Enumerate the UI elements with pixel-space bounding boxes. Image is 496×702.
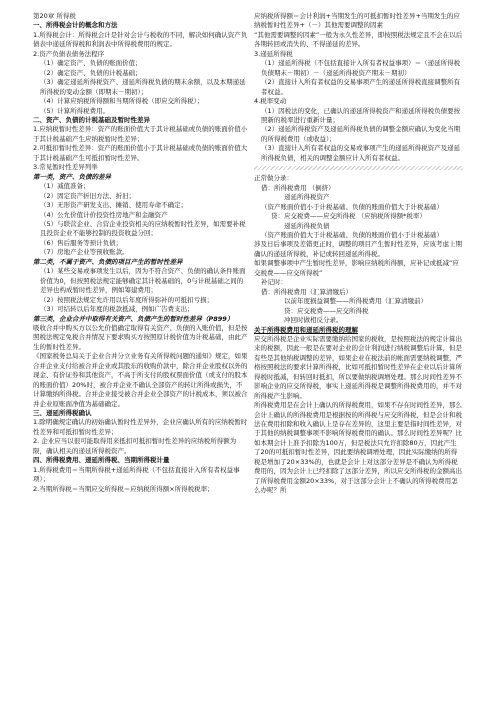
section-heading: 四、所得税费用、递延所得税、当期所得税计量 bbox=[33, 456, 170, 465]
paragraph: 1.除明确规定确认的初始确认暂时性差异外，企业应确认所有的应纳税暂时性差异和可抵扣暂时性差异； bbox=[33, 418, 248, 436]
paragraph: （资产账面价值小于计税基础、负债的账面价值大于计税基础） bbox=[261, 202, 443, 211]
paragraph: 如果调整事项中产生暂时性差异，影响应纳税所得额，应补记或抵减“应交税费——应交所得税” bbox=[254, 259, 459, 277]
paragraph: （1）确定资产、负债的账面价值； bbox=[40, 59, 142, 68]
paragraph: 4.税率变动 bbox=[254, 97, 287, 106]
paragraph: （2）固定资产折旧方法、折旧； bbox=[40, 191, 136, 200]
paragraph: （6）售后服务等预计负债； bbox=[40, 238, 123, 247]
paragraph: 贷：应交税费——应交所得税 bbox=[284, 306, 369, 315]
paragraph: “其他需要调整的因素”一般为永久性差异，即按照税法规定且不会在以后各期转回或消失的、不得递延的差异。 bbox=[254, 30, 463, 49]
paragraph: （2）按照税法规定允许用以后年度所得弥补的可抵扣亏损； bbox=[40, 295, 214, 304]
paragraph: 借：所得税费用（汇算清缴后） bbox=[261, 287, 352, 296]
paragraph: （3）直接计入所有者权益的交易或事项产生的递延所得税资产及递延所得税负债，相关的调整金额应计入所有者权益。 bbox=[261, 144, 461, 162]
left-column bbox=[33, 12, 248, 494]
section-heading: 关于所得税费用和递延所得税的理解 bbox=[254, 325, 358, 334]
paragraph: 1.所得税会计：所得税会计是针对会计与税收的不同，解决如何确认资产负债表中递延所得税和利润表中所得税费用的规定。 bbox=[33, 30, 248, 49]
paragraph: （资产账面价值大于计税基础、负债的账面价值小于计税基础） bbox=[261, 230, 443, 239]
paragraph: 借：所得税费用 （倒挤） bbox=[261, 183, 335, 192]
paragraph: 应交所得税是企业实际需要缴纳给国家的税收，是按照税法的规定计算出来的税额，因此一般是在要对企业的会计利润进行纳税调整后计算，但是有些是其他纳税调整的差异，如果企业在税法前的帐面需要纳税调整，严格按照税法的要求计算所得税，比如可抵扣暂时性差异在企业以后计算所得税时抵减，但转回时抵扣，所以要做纳税调增处理。那么时间性差异不影响企业的应交所得税，事实上递延所得税是调整所得税费用的，并不对所得税产生影响。 bbox=[254, 334, 462, 400]
paragraph: （1）减值准备； bbox=[40, 182, 90, 191]
paragraph: （3）可结转以后年度的税款抵减，例如广告费支出； bbox=[40, 305, 194, 314]
paragraph: （1）递延所得税（不包括直接计入所有者权益事项）＝（递延所得税负债期末－期初）－（递延所得税资产期末－期初） bbox=[261, 59, 461, 77]
paragraph: （5）计算所得税费用。 bbox=[40, 106, 110, 115]
paragraph: 吸收合并中购买方以公允价值确定取得有关资产、负债的入账价值，但是按照税法规定免税合并情况下要求购买方按照原计税价值为计税基础，由此产生的暂时性差异。 bbox=[33, 323, 248, 351]
paragraph: （4）计算应纳税所得额和当期所得税（即应交所得税）； bbox=[40, 97, 204, 106]
paragraph: 递延所得税负债 bbox=[284, 221, 330, 230]
paragraph: 正常做分录： bbox=[254, 174, 293, 183]
paragraph: 以前年度损益调整——所得税费用（汇算清缴前） bbox=[284, 297, 427, 306]
paragraph: 冲回时做相反分录。 bbox=[284, 316, 343, 325]
paragraph: 贷：应交税费——应交所得税 （应纳税所得额*税率） bbox=[271, 212, 426, 221]
wavy-divider bbox=[254, 166, 463, 170]
paragraph: 应纳税所得额＝会计利润+当期发生的可抵扣暂时性差异+当期发生的应纳税暂时性差异+（－）其他需要调整的因素 bbox=[254, 12, 460, 30]
section-heading: 一、所得税会计的概念和方法 bbox=[33, 21, 118, 30]
section-heading: 第三类，企业合并中取得有关资产、负债产生的暂时性差异（P899） bbox=[33, 314, 234, 323]
paragraph: （1）某些交易或事项发生以后，因为不符合资产、负债的确认条件账面价值为0，但按照税法规定能够确定其计税基础的，0与计税基础之间的差异也构成暂时性差异，例如筹建费用； bbox=[40, 267, 246, 295]
paragraph: （2）确定资产、负债的计税基础； bbox=[40, 68, 142, 77]
paragraph: 《国家税务总局关于企业合并分立业务有关所得税问题的通知》规定，如果合并企业支付给被合并企业或其股东的收购价款中，除合并企业股权以外的现金、有价证券和其他资产，不高于所支付的股权票面价值（或支付的股本的账面价值）20%时，被合并企业不确认全部资产的转让所得或损失，不计算缴纳所得税。合并企业接受被合并企业全部资产的计税成本，须以被合并企业原账面净值为基础确定。 bbox=[33, 352, 248, 408]
paragraph: 1.应纳税暂时性差异：资产的账面价值大于其计税基础或负债的账面价值小于其计税基础产生应纳税暂时性差异； bbox=[33, 125, 248, 143]
paragraph: 2.可抵扣暂时性差异：资产的账面价值小于其计税基础或负债的账面价值大于其计税基础产生可抵扣暂时性差异。 bbox=[33, 144, 248, 162]
paragraph: （3）确定递延所得税资产、递延所得税负债的期末余额，以及本期递延所得税的变动金额（即期末－期初）； bbox=[40, 78, 246, 96]
paragraph: （7）房地产企业等预收账款。 bbox=[40, 248, 129, 257]
paragraph: 递延所得税资产 bbox=[284, 193, 330, 202]
paragraph: （4）公允价值计价投资性房地产和金融资产 bbox=[40, 210, 168, 219]
section-heading: 第二类，不属于资产、负债的项目产生的暂时性差异 bbox=[33, 257, 183, 266]
paragraph: 涉及日后事项及差错更正时，调整的项目产生暂时性差异，应该考虑上期确认的递延所得税，补记或转回递延所得税。 bbox=[254, 240, 462, 258]
paragraph: 2.资产负债表债务法程序 bbox=[33, 49, 105, 58]
paragraph: 1.所得税费用＝当期所得税+递延所得税（不包括直接计入所有者权益事项）； bbox=[33, 465, 240, 484]
paragraph: 补记时： bbox=[261, 278, 287, 287]
paragraph: （2）直接计入所有者权益的交易事项产生的递延所得税直接调整所有者权益。 bbox=[261, 78, 461, 96]
section-heading: 三、递延所得税确认 bbox=[33, 409, 92, 418]
paragraph: 2. 企业应当以很可能取得用来抵扣可抵扣暂时性差异的应纳税所得额为限，确认相关的递延所得税资产。 bbox=[33, 437, 237, 455]
paragraph: 2.当期所得税＝当期应交所得税＝应纳税所得额×所得税税率； bbox=[33, 484, 214, 493]
paragraph: （5）与联营企业、合营企业投资相关的应纳税暂时性差异，如需要补税且投资企业不能够控制的投资收益分回； bbox=[40, 219, 246, 238]
section-heading: 二、资产、负债的计税基础及暂时性差异 bbox=[33, 115, 150, 124]
paragraph: 3.递延所得税 bbox=[254, 49, 293, 58]
paragraph: 第20章 所得税 bbox=[33, 12, 76, 20]
paragraph: 3.常见暂时性差异列举 bbox=[33, 163, 98, 172]
paragraph: （3）无形资产研发支出、摊销、使用寿命不确定； bbox=[40, 201, 188, 210]
right-column bbox=[254, 12, 463, 496]
paragraph: （2）递延所得税资产及递延所得税负债的调整金额应确认为变化当期的所得税费用（或收益）； bbox=[261, 125, 461, 143]
paragraph: （1）因税法的变化，已确认的递延所得税资产和递延所得税负债要按照新的税率进行重新计量； bbox=[261, 106, 461, 124]
section-heading: 第一类，资产、负债的差异 bbox=[33, 172, 111, 181]
paragraph: 所得税费用是在会计上确认的所得税费用，如果不存在时间性差异，那么会计上确认的所得税费用是根据按的所得税与应交所得税，但是会计和税法在费用扣除和收入确认上是存在差异的，这里主要是指时间性差异，对于其他的纳税调整事项不影响所得税费用的确认。那么时间性差异呢？比如本期会计上准予扣除为100万，但是税法只允许扣除80万，因此产生了20的可抵扣暂时性差异，因此要纳税调增处理，因此实际缴纳的所得税是增加了20×33%的，也就是会计上对这部分差异是不确认为所得税费用的，因为会计上已经扣除了这部分差异，所以应交所得税的金额高出了所得税费用金额20×33%，对于这部分会计上不确认的所得税费用怎么办呢？所 bbox=[254, 401, 462, 495]
